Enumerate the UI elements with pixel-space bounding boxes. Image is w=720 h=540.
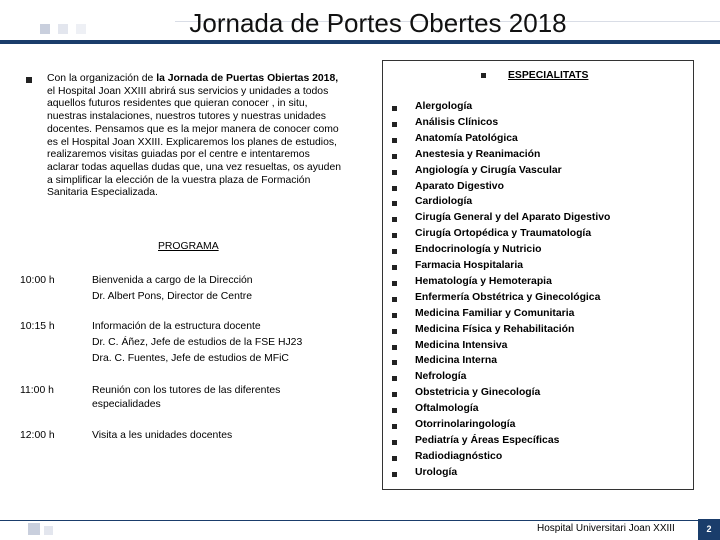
specialty-bullet <box>392 233 397 238</box>
specialty-bullet <box>392 472 397 477</box>
schedule-line: Dr. Albert Pons, Director de Centre <box>92 291 252 302</box>
schedule-line: Bienvenida a cargo de la Dirección <box>92 275 253 286</box>
specialty-bullet <box>392 265 397 270</box>
specialty-bullet <box>392 122 397 127</box>
footer-rule <box>0 520 700 521</box>
specialty-bullet <box>392 392 397 397</box>
specialty-bullet <box>392 138 397 143</box>
specialty-item: Radiodiagnóstico <box>415 450 503 462</box>
specialty-bullet <box>392 201 397 206</box>
specialty-item: Pediatría y Áreas Específicas <box>415 434 560 446</box>
specialty-item: Endocrinología y Nutricio <box>415 244 542 256</box>
header-rule <box>0 40 720 44</box>
specialty-item: Anestesia y Reanimación <box>415 148 541 160</box>
intro-line: docentes. Pensamos que es la mejor manera de conocer como <box>47 123 339 135</box>
specialty-item: Enfermería Obstétrica y Ginecológica <box>415 291 601 303</box>
specialty-bullet <box>392 154 397 159</box>
specialty-item: Aparato Digestivo <box>415 180 504 192</box>
specialty-item: Otorrinolaringología <box>415 419 516 430</box>
specialty-item: Análisis Clínicos <box>415 116 499 128</box>
schedule-line: Información de la estructura docente <box>92 321 261 332</box>
schedule-line: Dra. C. Fuentes, Jefe de estudios de MFiC <box>92 353 289 364</box>
intro-line: nuestras instalaciones, nuestros tutores y nuestras unidades <box>47 111 326 123</box>
schedule-line: especialidades <box>92 399 161 410</box>
specialty-bullet <box>392 456 397 461</box>
specialty-item: Farmacia Hospitalaria <box>415 260 523 271</box>
intro-paragraph <box>47 73 361 200</box>
specialty-item: Alergología <box>415 101 473 112</box>
specialty-item: Cirugía General y del Aparato Digestivo <box>415 212 611 224</box>
schedule-time: 11:00 h <box>20 385 54 396</box>
intro-line <box>47 73 361 86</box>
specialty-bullet <box>392 345 397 350</box>
specialty-bullet <box>392 408 397 413</box>
specialty-item: Urología <box>415 466 458 478</box>
intro-line-1: Con la organización de la Jornada de Puertas Obiertas 2018, <box>47 73 339 84</box>
schedule-line: Dr. C. Áñez, Jefe de estudios de la FSE HJ23 <box>92 337 303 348</box>
page-number: 2 <box>698 519 720 540</box>
specialty-item: Medicina Intensiva <box>415 339 508 351</box>
specialty-item: Anatomía Patológica <box>415 132 518 144</box>
specialty-bullet <box>392 329 397 334</box>
schedule-time: 10:15 h <box>20 321 55 332</box>
specialty-item: Medicina Física y Rehabilitación <box>415 323 575 335</box>
page-title: Jornada de Portes Obertes 2018 <box>189 8 567 38</box>
footer-square-2 <box>44 526 53 535</box>
specialty-bullet <box>392 249 397 254</box>
specialty-item: Nefrología <box>415 371 467 383</box>
intro-bullet <box>26 77 32 83</box>
programa-title: PROGRAMA <box>158 241 219 252</box>
schedule-time: 10:00 h <box>20 275 55 286</box>
specialty-bullet <box>392 297 397 302</box>
specialty-bullet <box>392 186 397 191</box>
intro-line: Sanitaria Especializada. <box>47 187 158 199</box>
specialty-bullet <box>392 170 397 175</box>
specialty-bullet <box>392 313 397 318</box>
specialty-item: Angiología y Cirugía Vascular <box>415 164 562 176</box>
intro-line: a simplificar la elección de la vuestra plaza de Formación <box>47 174 311 186</box>
specialty-bullet <box>392 217 397 222</box>
schedule-line: Visita a les unidades docentes <box>92 430 233 441</box>
specialty-item: Cirugía Ortopédica y Traumatología <box>415 228 592 240</box>
intro-line: aclarar todas aquellas dudas que, una vez resueltas, os ayuden <box>47 161 342 173</box>
intro-line: realizaremos visitas guiadas por el centre e intentaremos <box>47 149 310 161</box>
intro-line: es el Hospital Joan XXIII. Explicaremos los planes de estudios, <box>47 136 337 148</box>
specialty-item: Oftalmología <box>415 403 479 415</box>
intro-line: aquellos futuros residentes que quieran conocer , in situ, <box>47 98 308 110</box>
specialty-bullet <box>392 376 397 381</box>
specialty-item: Medicina Interna <box>415 355 497 367</box>
specialties-title-bullet <box>481 73 486 78</box>
specialty-item: Medicina Familiar y Comunitaria <box>415 307 575 319</box>
specialties-title: ESPECIALITATS <box>508 70 589 81</box>
specialty-bullet <box>392 424 397 429</box>
specialty-item: Cardiología <box>415 196 473 208</box>
schedule-time: 12:00 h <box>20 430 55 441</box>
footer-hospital-name: Hospital Universitari Joan XXIII <box>537 523 675 534</box>
specialty-bullet <box>392 281 397 286</box>
specialty-bullet <box>392 360 397 365</box>
specialty-bullet <box>392 440 397 445</box>
schedule-line: Reunión con los tutores de las diferentes <box>92 385 281 396</box>
specialty-item: Obstetricia y Ginecología <box>415 387 541 399</box>
specialty-item: Hematología y Hemoterapia <box>415 275 552 287</box>
footer-square-1 <box>28 523 40 535</box>
specialty-bullet <box>392 106 397 111</box>
intro-line: el Hospital Joan XXIII abrirá sus servicios y unidades a todos <box>47 85 329 97</box>
